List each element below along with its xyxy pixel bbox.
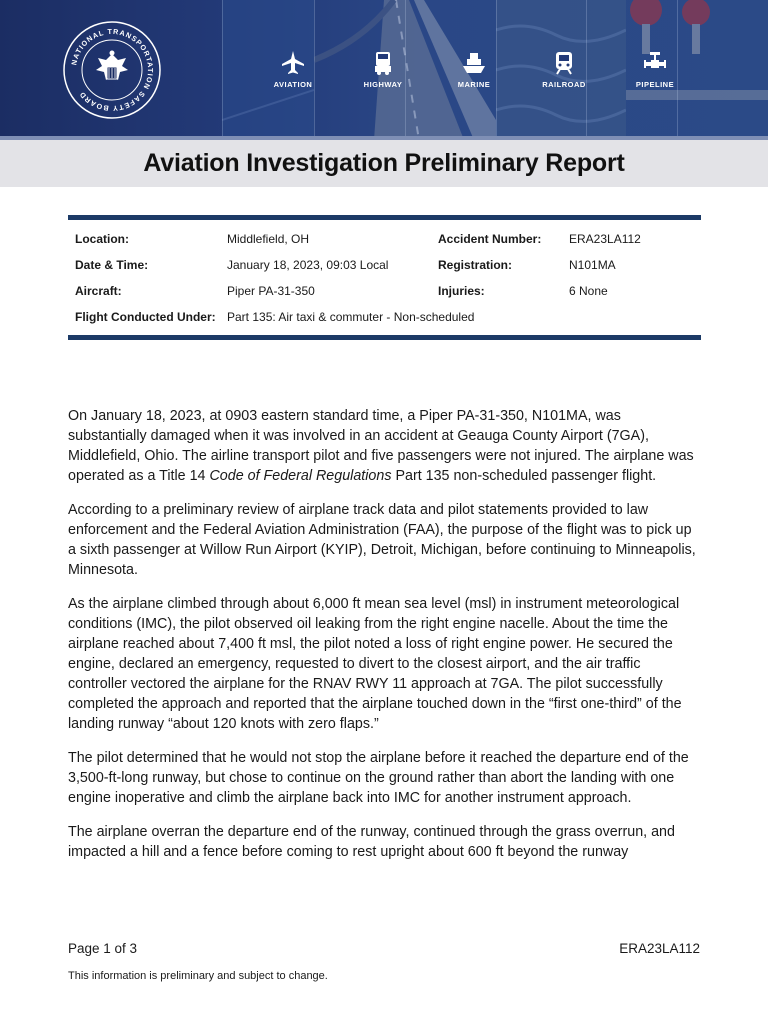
location-value: Middlefield, OH <box>227 232 310 246</box>
mode-label: HIGHWAY <box>363 80 403 89</box>
flight-conducted-label: Flight Conducted Under: <box>75 310 216 324</box>
aircraft-label: Aircraft: <box>75 284 122 298</box>
mode-label: PIPELINE <box>635 80 675 89</box>
mode-label: RAILROAD <box>542 80 586 89</box>
info-row-flight <box>75 310 695 326</box>
pipeline-valve-icon <box>642 50 668 76</box>
airplane-icon <box>280 50 306 76</box>
header-banner <box>0 0 768 140</box>
registration-value: N101MA <box>569 258 616 272</box>
ntsb-seal-logo <box>62 20 162 120</box>
train-icon <box>551 50 577 76</box>
info-row-location <box>75 232 695 248</box>
info-row-aircraft <box>75 284 695 300</box>
page-title: Aviation Investigation Preliminary Report <box>143 149 625 177</box>
aircraft-value: Piper PA-31-350 <box>227 284 315 298</box>
title-band <box>0 140 768 187</box>
datetime-value: January 18, 2023, 09:03 Local <box>227 258 389 272</box>
ship-icon <box>461 50 487 76</box>
paragraph: The pilot determined that he would not stop the airplane before it reached the departure end of the 3,500-ft-long runway, but chose to continue on the ground rather than abort the landing with one engine inoperative and climb the airplane back into IMC for another instrument approach. <box>68 750 689 806</box>
mode-pipeline <box>620 50 690 89</box>
injuries-value: 6 None <box>569 284 608 298</box>
flight-conducted-value: Part 135: Air taxi & commuter - Non-scheduled <box>227 310 475 324</box>
paragraph: As the airplane climbed through about 6,000 ft mean sea level (msl) in instrument meteorological conditions (IMC), the pilot observed oil leaking from the right engine nacelle. About the time the airplane reached about 7,400 ft msl, the pilot noted a loss of right engine power. He secured the engine, declared an emergency, requested to divert to the closest airport, and the air traffic controller vectored the airplane for the RNAV RWY 11 approach at 7GA. The pilot successfully completed the approach and reported that the airplane touched down in the “first one-third” of the landing runway “about 120 knots with zero flaps.” <box>68 596 682 732</box>
datetime-label: Date & Time: <box>75 258 149 272</box>
accident-number-value: ERA23LA112 <box>569 232 641 246</box>
paragraph <box>68 406 702 486</box>
disclaimer: This information is preliminary and subject to change. <box>68 970 328 982</box>
mode-highway <box>348 50 418 89</box>
info-table-top-rule <box>68 215 701 220</box>
registration-label: Registration: <box>438 258 513 272</box>
mode-marine <box>439 50 509 89</box>
mode-label: MARINE <box>457 80 491 89</box>
accident-number-label: Accident Number: <box>438 232 542 246</box>
location-label: Location: <box>75 232 129 246</box>
paragraph-text: On January 18, 2023, at 0903 eastern standard time, a Piper PA-31-350, N101MA, was substantially damaged when it was involved in an accident at Geauga County Airport (7GA), Middlefield, Ohio. The airline transport pilot and five passengers were not injured. The airplane was operated as a Title 14 <box>68 408 694 484</box>
footer-case-number: ERA23LA112 <box>619 941 700 956</box>
report-body <box>68 406 702 876</box>
mode-label: AVIATION <box>273 80 313 89</box>
transport-modes <box>222 0 768 140</box>
truck-icon <box>370 50 396 76</box>
page-number: Page 1 of 3 <box>68 941 138 956</box>
regulation-title: Code of Federal Regulations <box>209 468 392 484</box>
info-row-datetime <box>75 258 695 274</box>
injuries-label: Injuries: <box>438 284 485 298</box>
svg-text:NATIONAL TRANSPORTATION SAFETY: NATIONAL TRANSPORTATION SAFETY BOARD <box>69 26 156 114</box>
paragraph: The airplane overran the departure end of the runway, continued through the grass overrun, and impacted a hill and a fence before coming to rest upright about 600 ft beyond the runway <box>68 824 675 860</box>
paragraph-text: Part 135 non-scheduled passenger flight. <box>391 468 657 484</box>
mode-aviation <box>258 50 328 89</box>
mode-railroad <box>529 50 599 89</box>
info-table-bottom-rule <box>68 335 701 340</box>
paragraph: According to a preliminary review of airplane track data and pilot statements provided to law enforcement and the Federal Aviation Administration (FAA), the purpose of the flight was to pick up a sixth passenger at Willow Run Airport (KYIP), Detroit, Michigan, before continuing to Minneapolis, Minnesota. <box>68 502 696 578</box>
